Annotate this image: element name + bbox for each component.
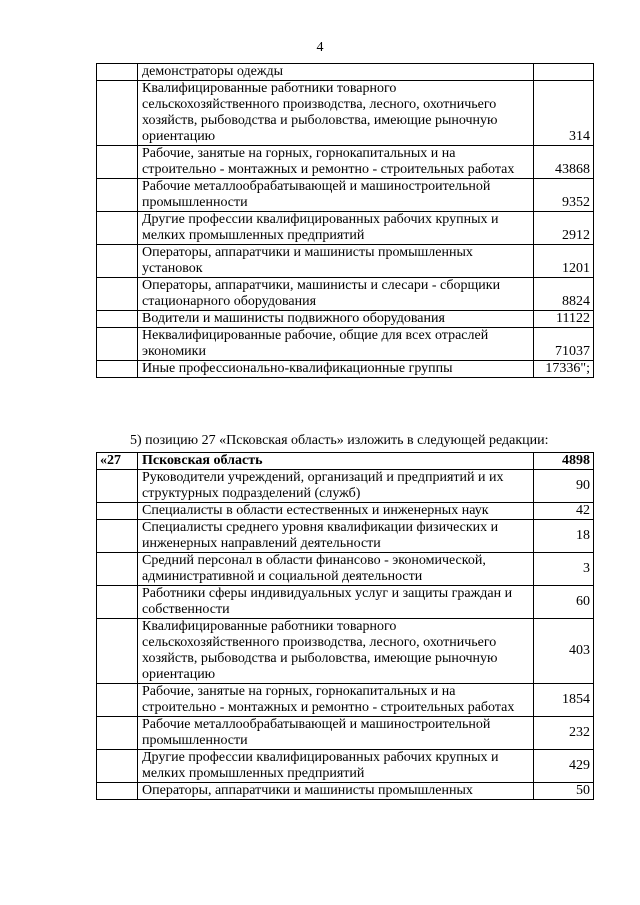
code-cell bbox=[97, 553, 138, 586]
occupation-value: 1201 bbox=[534, 245, 594, 278]
occupation-value: 8824 bbox=[534, 278, 594, 311]
table-row bbox=[97, 179, 594, 212]
occupation-label: Квалифицированные работники товарного сельскохозяйственного производства, лесного, охотничьего хозяйств, рыбоводства и рыболовства, имеющие рыночную ориентацию bbox=[138, 81, 534, 146]
occupation-value: 42 bbox=[534, 503, 594, 520]
region-code: «27 bbox=[97, 453, 138, 470]
code-cell bbox=[97, 64, 138, 81]
occupation-label: Неквалифицированные рабочие, общие для всех отраслей экономики bbox=[138, 328, 534, 361]
occupation-value: 403 bbox=[534, 619, 594, 684]
table-row bbox=[97, 245, 594, 278]
code-cell bbox=[97, 278, 138, 311]
occupation-label: демонстраторы одежды bbox=[138, 64, 534, 81]
instruction-text: 5) позицию 27 «Псковская область» изложить в следующей редакции: bbox=[130, 433, 549, 448]
table-row bbox=[97, 64, 594, 81]
table-row bbox=[97, 81, 594, 146]
occupation-label: Руководители учреждений, организаций и предприятий и их структурных подразделений (служб) bbox=[138, 470, 534, 503]
table-row bbox=[97, 520, 594, 553]
occupation-label: Операторы, аппаратчики и машинисты промышленных установок bbox=[138, 245, 534, 278]
occupation-value: 71037 bbox=[534, 328, 594, 361]
occupation-value: 18 bbox=[534, 520, 594, 553]
occupation-value: 90 bbox=[534, 470, 594, 503]
page-number: 4 bbox=[316, 40, 324, 55]
table-row bbox=[97, 586, 594, 619]
table-row bbox=[97, 503, 594, 520]
occupation-value: 2912 bbox=[534, 212, 594, 245]
occupation-label: Другие профессии квалифицированных рабочих крупных и мелких промышленных предприятий bbox=[138, 212, 534, 245]
code-cell bbox=[97, 212, 138, 245]
region-name: Псковская область bbox=[138, 453, 534, 470]
table-row bbox=[97, 684, 594, 717]
region-header-row bbox=[97, 453, 594, 470]
occupation-label: Специалисты в области естественных и инженерных наук bbox=[138, 503, 534, 520]
occupation-label: Специалисты среднего уровня квалификации физических и инженерных направлений деятельности bbox=[138, 520, 534, 553]
occupation-value: 3 bbox=[534, 553, 594, 586]
code-cell bbox=[97, 684, 138, 717]
occupation-value: 43868 bbox=[534, 146, 594, 179]
table-row bbox=[97, 311, 594, 328]
table-row bbox=[97, 278, 594, 311]
occupation-value: 17336"; bbox=[534, 361, 594, 378]
code-cell bbox=[97, 361, 138, 378]
code-cell bbox=[97, 311, 138, 328]
code-cell bbox=[97, 717, 138, 750]
code-cell bbox=[97, 503, 138, 520]
code-cell bbox=[97, 520, 138, 553]
table-row bbox=[97, 619, 594, 684]
occupation-label: Операторы, аппаратчики, машинисты и слесари - сборщики стационарного оборудования bbox=[138, 278, 534, 311]
pskov-region-table bbox=[96, 452, 594, 800]
code-cell bbox=[97, 470, 138, 503]
occupation-value: 232 bbox=[534, 717, 594, 750]
table-row bbox=[97, 146, 594, 179]
code-cell bbox=[97, 328, 138, 361]
code-cell bbox=[97, 783, 138, 800]
code-cell bbox=[97, 81, 138, 146]
occupation-value bbox=[534, 64, 594, 81]
occupation-label: Рабочие металлообрабатывающей и машиностроительной промышленности bbox=[138, 717, 534, 750]
occupation-value: 9352 bbox=[534, 179, 594, 212]
code-cell bbox=[97, 179, 138, 212]
table-row bbox=[97, 553, 594, 586]
region-total: 4898 bbox=[534, 453, 594, 470]
occupation-value: 314 bbox=[534, 81, 594, 146]
occupation-label: Работники сферы индивидуальных услуг и защиты граждан и собственности bbox=[138, 586, 534, 619]
occupation-label: Иные профессионально-квалификационные группы bbox=[138, 361, 534, 378]
code-cell bbox=[97, 146, 138, 179]
occupation-label: Квалифицированные работники товарного сельскохозяйственного производства, лесного, охотничьего хозяйств, рыбоводства и рыболовства, имеющие рыночную ориентацию bbox=[138, 619, 534, 684]
occupation-label: Рабочие металлообрабатывающей и машиностроительной промышленности bbox=[138, 179, 534, 212]
table-row bbox=[97, 328, 594, 361]
occupation-value: 60 bbox=[534, 586, 594, 619]
table-row bbox=[97, 717, 594, 750]
occupation-label: Средний персонал в области финансово - экономической, административной и социальной деятельности bbox=[138, 553, 534, 586]
occupation-label: Операторы, аппаратчики и машинисты промышленных bbox=[138, 783, 534, 800]
occupation-label: Другие профессии квалифицированных рабочих крупных и мелких промышленных предприятий bbox=[138, 750, 534, 783]
table-row bbox=[97, 470, 594, 503]
table-row bbox=[97, 361, 594, 378]
occupation-table-continued bbox=[96, 63, 594, 378]
occupation-value: 50 bbox=[534, 783, 594, 800]
code-cell bbox=[97, 619, 138, 684]
table-row bbox=[97, 750, 594, 783]
occupation-label: Водители и машинисты подвижного оборудования bbox=[138, 311, 534, 328]
code-cell bbox=[97, 245, 138, 278]
table-row bbox=[97, 212, 594, 245]
occupation-label: Рабочие, занятые на горных, горнокапитальных и на строительно - монтажных и ремонтно - строительных работах bbox=[138, 684, 534, 717]
code-cell bbox=[97, 750, 138, 783]
occupation-value: 11122 bbox=[534, 311, 594, 328]
code-cell bbox=[97, 586, 138, 619]
table-row bbox=[97, 783, 594, 800]
occupation-value: 429 bbox=[534, 750, 594, 783]
occupation-label: Рабочие, занятые на горных, горнокапитальных и на строительно - монтажных и ремонтно - строительных работах bbox=[138, 146, 534, 179]
occupation-value: 1854 bbox=[534, 684, 594, 717]
